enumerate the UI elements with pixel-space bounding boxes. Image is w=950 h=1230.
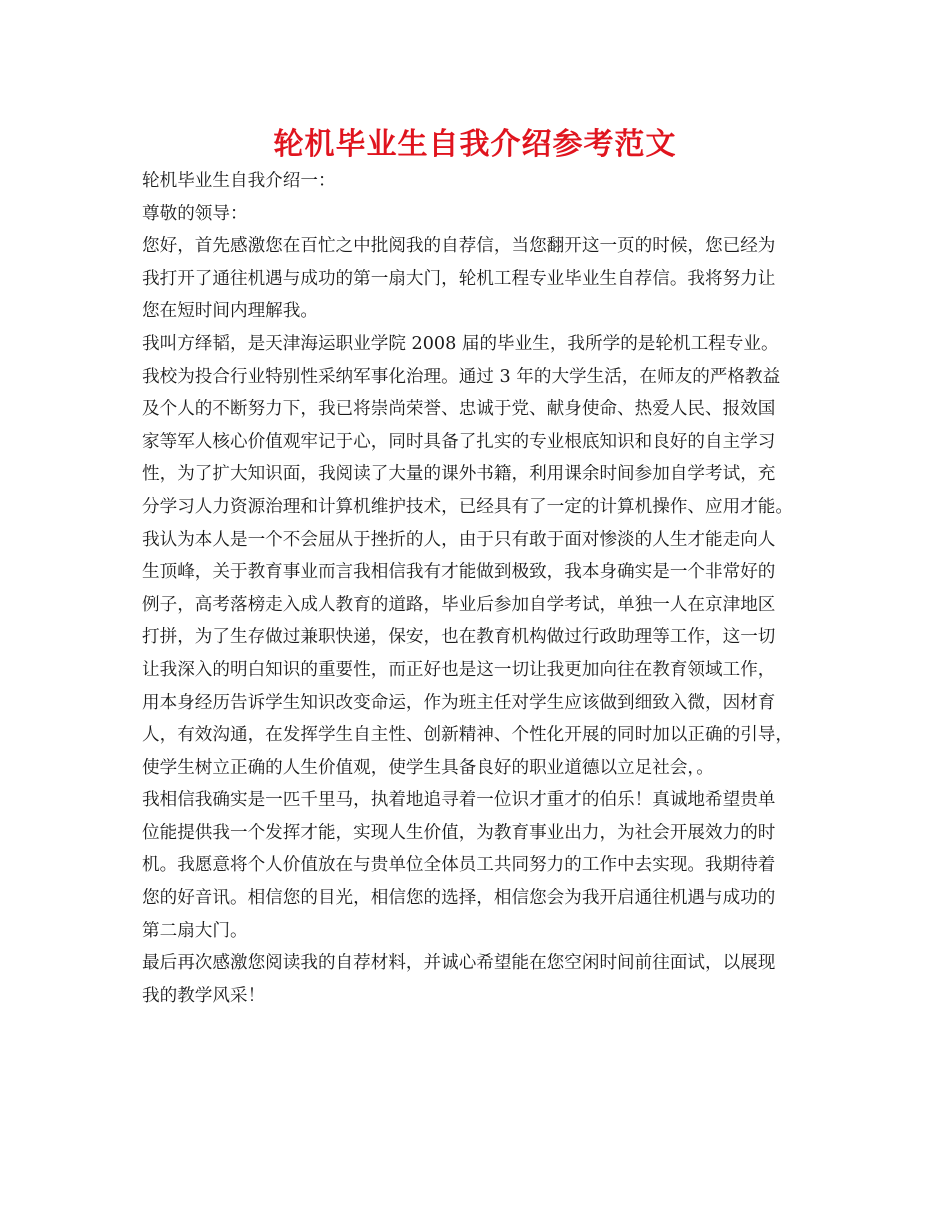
body-text-line: 我打开了通往机遇与成功的第一扇大门，轮机工程专业毕业生自荐信。我将努力让: [142, 268, 776, 289]
body-text-line: 性，为了扩大知识面，我阅读了大量的课外书籍，利用课余时间参加自学考试，充: [142, 464, 776, 485]
body-text-line: 例子，高考落榜走入成人教育的道路，毕业后参加自学考试，单独一人在京津地区: [142, 594, 776, 615]
body-text-line: 我相信我确实是一匹千里马，执着地追寻着一位识才重才的伯乐！真诚地希望贵单: [142, 790, 776, 811]
body-text-line: 轮机毕业生自我介绍一：: [142, 171, 336, 191]
body-text-line: 您在短时间内理解我。: [142, 301, 318, 322]
body-text-line: 机。我愿意将个人价值放在与贵单位全体员工共同努力的工作中去实现。我期待着: [142, 855, 776, 876]
body-text-line: 尊敬的领导：: [142, 203, 248, 224]
body-text-line: 您的好音讯。相信您的目光，相信您的选择，相信您会为我开启通往机遇与成功的: [142, 888, 776, 909]
body-text-line: 您好，首先感激您在百忙之中批阅我的自荐信，当您翻开这一页的时候，您已经为: [142, 236, 776, 257]
body-text-line: 我叫方绎韬，是天津海运职业学院 2008 届的毕业生，我所学的是轮机工程专业。: [142, 333, 779, 354]
document-body: [142, 165, 822, 1012]
body-text-line: 我校为投合行业特别性采纳军事化治理。通过 3 年的大学生活，在师友的严格教益: [142, 366, 781, 387]
body-text-line: 让我深入的明白知识的重要性，而正好也是这一切让我更加向往在教育领域工作，: [142, 659, 776, 680]
body-text-line: 打拼，为了生存做过兼职快递，保安，也在教育机构做过行政助理等工作，这一切: [142, 627, 776, 648]
body-text-line: 使学生树立正确的人生价值观，使学生具备良好的职业道德以立足社会，。: [142, 757, 714, 778]
body-text-line: 分学习人力资源治理和计算机维护技术，已经具有了一定的计算机操作、应用才能。: [142, 496, 793, 517]
body-text-line: 及个人的不断努力下，我已将崇尚荣誉、忠诚于党、献身使命、热爱人民、报效国: [142, 399, 776, 420]
body-text-line: 我认为本人是一个不会屈从于挫折的人，由于只有敢于面对惨淡的人生才能走向人: [142, 529, 776, 550]
body-text-line: 生顶峰，关于教育事业而言我相信我有才能做到极致，我本身确实是一个非常好的: [142, 562, 776, 583]
body-text-line: 位能提供我一个发挥才能，实现人生价值，为教育事业出力，为社会开展效力的时: [142, 822, 776, 843]
body-text-line: 家等军人核心价值观牢记于心，同时具备了扎实的专业根底知识和良好的自主学习: [142, 431, 776, 452]
body-text-line: 用本身经历告诉学生知识改变命运，作为班主任对学生应该做到细致入微，因材育: [142, 692, 776, 713]
document-title: 轮机毕业生自我介绍参考范文: [273, 127, 677, 162]
body-text-line: 最后再次感激您阅读我的自荐材料，并诚心希望能在您空闲时间前往面试，以展现: [142, 953, 776, 974]
body-text-line: 人，有效沟通，在发挥学生自主性、创新精神、个性化开展的同时加以正确的引导，: [142, 725, 793, 746]
body-text-line: 我的教学风采！: [142, 985, 266, 1006]
body-text-line: 第二扇大门。: [142, 920, 248, 941]
